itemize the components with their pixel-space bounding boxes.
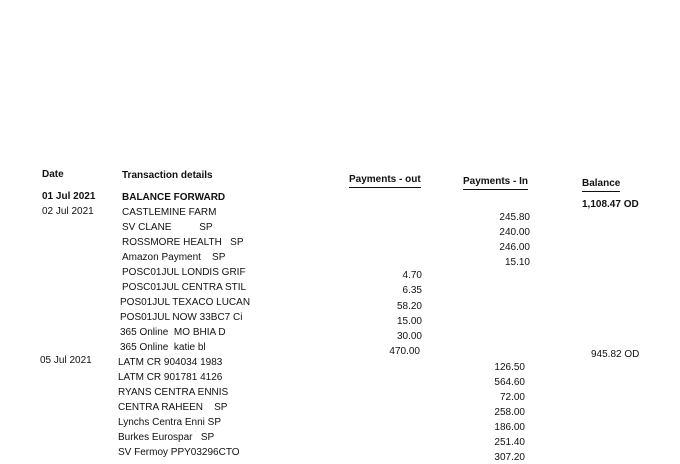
row-payment-in: 15.10: [504, 257, 530, 268]
row-balance: 945.82 OD: [591, 349, 640, 360]
row-payment-in: 307.20: [494, 452, 525, 463]
row-details: SV CLANE SP: [122, 222, 213, 233]
row-details: RYANS CENTRA ENNIS: [118, 387, 229, 398]
row-details: BALANCE FORWARD: [122, 192, 226, 203]
header-transaction-details: Transaction details: [122, 170, 213, 181]
row-payment-out: 30.00: [396, 331, 422, 342]
row-details: Amazon Payment SP: [122, 252, 226, 263]
row-payment-in: 186.00: [494, 422, 525, 433]
row-details: ROSSMORE HEALTH SP: [122, 237, 244, 248]
row-payment-out: 4.70: [402, 270, 422, 281]
row-payment-out: 6.35: [402, 285, 422, 296]
row-payment-out: 58.20: [396, 301, 422, 312]
row-details: CENTRA RAHEEN SP: [118, 402, 228, 413]
row-details: 365 Online MO BHIA D: [120, 327, 226, 338]
row-details: 365 Online katie bl: [120, 342, 206, 353]
row-details: LATM CR 904034 1983: [118, 357, 223, 368]
row-details: SV Fermoy PPY03296CTO: [118, 447, 240, 458]
row-payment-in: 246.00: [499, 242, 530, 253]
header-balance: Balance: [582, 178, 620, 192]
row-details: POSC01JUL CENTRA STIL: [122, 282, 247, 293]
row-payment-in: 126.50: [494, 362, 525, 373]
row-details: LATM CR 901781 4126: [118, 372, 223, 383]
row-details: Lynchs Centra Enni SP: [118, 417, 222, 428]
row-date: 02 Jul 2021: [42, 206, 94, 217]
row-payment-in: 72.00: [499, 392, 525, 403]
row-details: POS01JUL TEXACO LUCAN: [120, 297, 251, 308]
row-details: POS01JUL NOW 33BC7 Ci: [120, 312, 243, 323]
row-payment-in: 564.60: [494, 377, 525, 388]
row-payment-in: 258.00: [494, 407, 525, 418]
row-details: Burkes Eurospar SP: [118, 432, 215, 443]
row-payment-in: 245.80: [499, 212, 530, 223]
row-date: 01 Jul 2021: [42, 191, 96, 202]
row-details: POSC01JUL LONDIS GRIF: [122, 267, 246, 278]
row-payment-out: 470.00: [389, 346, 420, 357]
row-payment-in: 251.40: [494, 437, 525, 448]
header-payments-out: Payments - out: [349, 174, 421, 188]
row-date: 05 Jul 2021: [40, 355, 92, 366]
header-payments-in: Payments - In: [463, 176, 528, 190]
row-details: CASTLEMINE FARM: [122, 207, 217, 218]
row-balance: 1,108.47 OD: [582, 199, 639, 210]
row-payment-out: 15.00: [396, 316, 422, 327]
header-date: Date: [42, 169, 64, 180]
row-payment-in: 240.00: [499, 227, 530, 238]
